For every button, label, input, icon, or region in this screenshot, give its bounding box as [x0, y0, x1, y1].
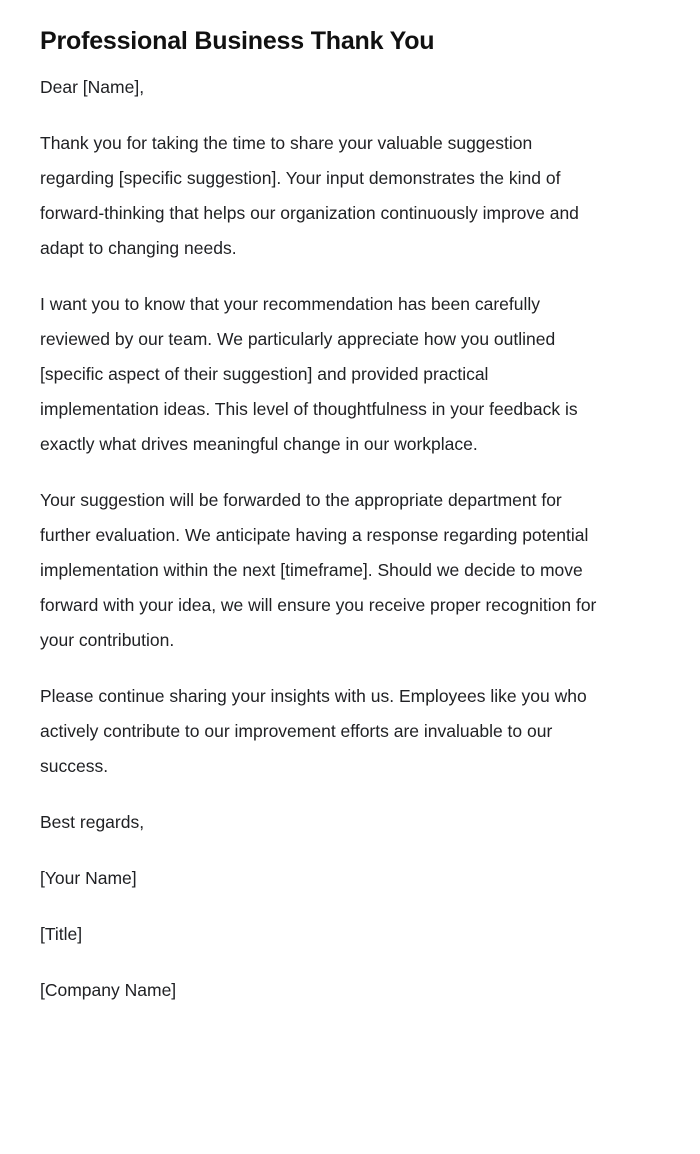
page-title: Professional Business Thank You	[40, 27, 435, 55]
closing-line: Best regards,	[40, 812, 145, 832]
salutation-line: Dear [Name],	[40, 77, 145, 97]
body-paragraph: I want you to know that your recommendation has been carefully reviewed by our team. We particularly appreciate how you outlined [specific aspect of their suggestion] and provided practical implementation ideas. This level of thoughtfulness in your feedback is exactly what drives meaningful change in our workplace.	[40, 294, 578, 454]
body-paragraph: Thank you for taking the time to share your valuable suggestion regarding [specific suggestion]. Your input demonstrates the kind of forward-thinking that helps our organization continuously improve and adapt to changing needs.	[40, 133, 579, 258]
signature-title-line: [Title]	[40, 924, 83, 944]
body-paragraph: Your suggestion will be forwarded to the appropriate department for further evaluation. We anticipate having a response regarding potential implementation within the next [timeframe]. Should we decide to move forward with your idea, we will ensure you receive proper recognition for your contribution.	[40, 490, 597, 650]
signature-name-line: [Your Name]	[40, 868, 137, 888]
body-paragraph: Please continue sharing your insights with us. Employees like you who actively contribute to our improvement efforts are invaluable to our success.	[40, 686, 587, 776]
signature-company-line: [Company Name]	[40, 980, 177, 1000]
